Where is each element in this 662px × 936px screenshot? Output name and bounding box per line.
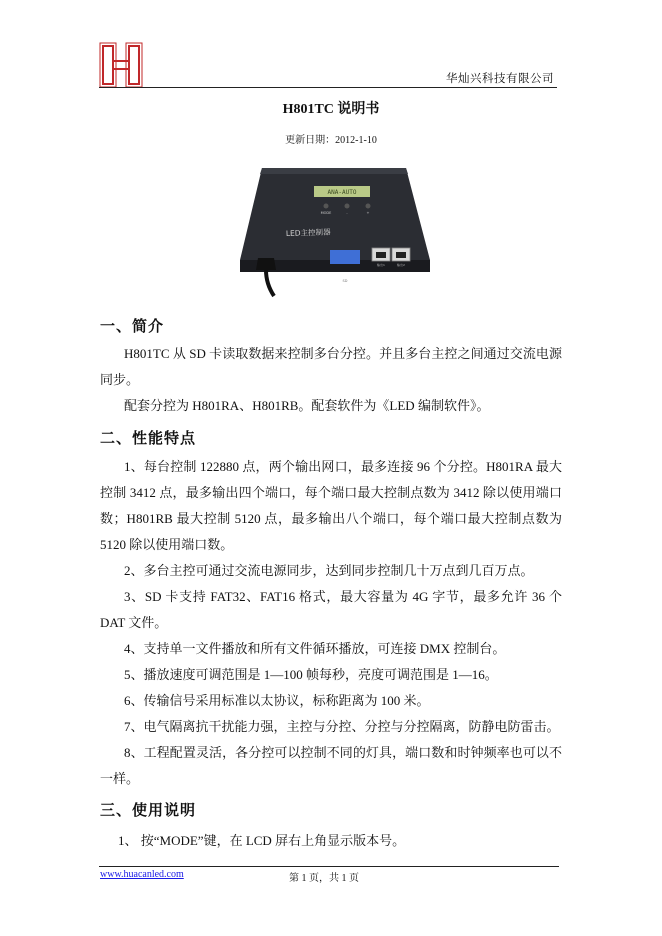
header-divider [99,87,557,88]
mode-label: MODE [320,211,332,215]
plus-button-icon [366,204,371,209]
feature-item-4: 4、支持单一文件播放和所有文件循环播放，可连接 DMX 控制台。 [124,641,506,656]
update-date: 更新日期：2012-1-10 [285,135,377,146]
sd-slot [330,250,360,264]
plus-label: + [366,211,370,215]
footer-divider [99,866,559,867]
usage-item-1: 1、 按“MODE”键，在 LCD 屏右上角显示版本号。 [118,833,406,848]
feature-item-8: 8、工程配置灵活，各分控可以控制不同的灯具，端口数和时钟频率也可以不一样。 [100,745,562,786]
company-logo [99,42,143,88]
mode-button-icon [324,204,329,209]
heading-features: 二、性能特点 [100,429,197,447]
sd-label: SD [342,279,348,283]
minus-label: - [346,211,348,215]
page-number: 第 1 页，共 1 页 [289,873,359,884]
intro-paragraph-1: H801TC 从 SD 卡读取数据来控制多台分控。并且多台主控之间通过交流电源同步。 [100,346,562,387]
heading-intro: 一、简介 [100,317,165,335]
feature-item-2: 2、多台主控可通过交流电源同步，达到同步控制几十万点到几百万点。 [124,563,534,578]
panel-label: LED主控制器 [285,227,331,238]
document-title: H801TC 说明书 [282,102,380,117]
port-1-label: 输出1 [377,263,385,267]
intro-paragraph-2: 配套分控为 H801RA、H801RB。配套软件为《LED 编制软件》。 [124,398,490,413]
feature-item-5: 5、播放速度可调范围是 1—100 帧每秒，亮度可调范围是 1—16。 [124,667,498,682]
feature-item-7: 7、电气隔离抗干扰能力强，主控与分控、分控与分控隔离，防静电防雷击。 [124,719,560,734]
minus-button-icon [345,204,350,209]
website-link[interactable]: www.huacanled.com [100,869,184,880]
feature-item-1: 1、每台控制 122880 点，两个输出网口，最多连接 96 个分控。H801RA 最大控制 3412 点，最多输出四个端口，每个端口最大控制点数为 3412 除以使用端口数；H801RB 最大控制 5120 点，最多输出八个端口，每个端口最大控制点数为 5120 除以使用端口数。 [100,459,562,552]
power-cable [266,270,274,296]
heading-usage: 三、使用说明 [100,801,197,819]
controller-product-image [234,160,434,300]
company-name: 华灿兴科技有限公司 [446,73,554,85]
feature-item-6: 6、传输信号采用标准以太协议，标称距离为 100 米。 [124,693,430,708]
port-2-label: 输出2 [397,263,405,267]
cable-gland [256,258,276,270]
feature-item-3: 3、SD 卡支持 FAT32、FAT16 格式，最大容量为 4G 字节，最多允许 36 个 DAT 文件。 [100,589,562,630]
lcd-text: ANA-AUTO [327,189,357,196]
